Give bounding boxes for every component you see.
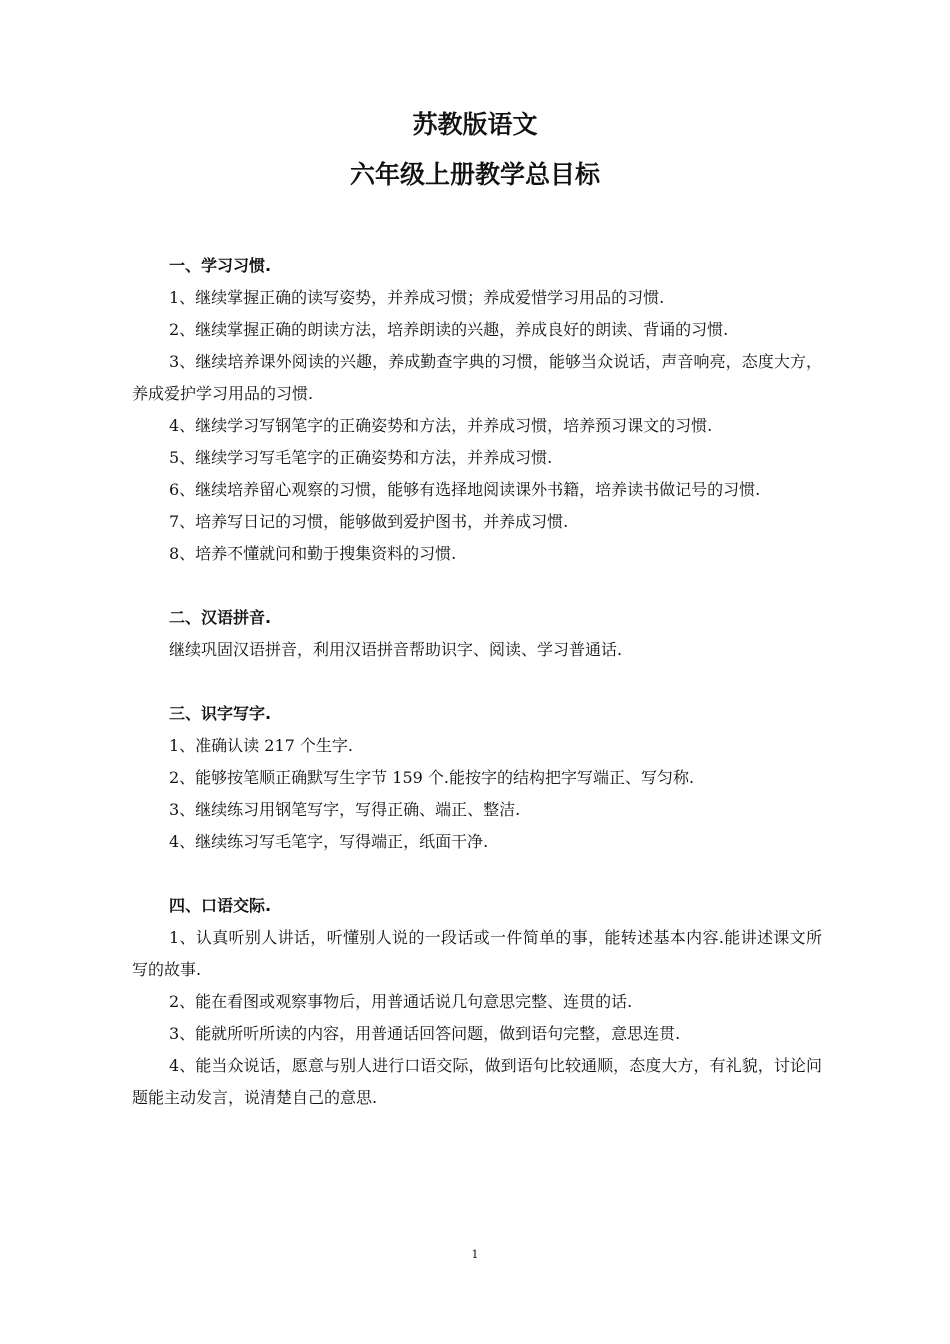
- section-literacy-writing: [132, 698, 822, 858]
- page-number: 1: [471, 1248, 479, 1261]
- section-heading: 一、学习习惯.: [169, 256, 272, 275]
- paragraph: 4、继续学习写钢笔字的正确姿势和方法，并养成习惯，培养预习课文的习惯.: [169, 416, 713, 435]
- document-subtitle: 六年级上册教学总目标: [349, 160, 600, 189]
- paragraph: 继续巩固汉语拼音，利用汉语拼音帮助识字、阅读、学习普通话.: [169, 640, 623, 659]
- paragraph: 3、继续培养课外阅读的兴趣，养成勤查字典的习惯，能够当众说话，声音响亮，态度大方，养成爱护学习用品的习惯.: [132, 352, 822, 403]
- section-heading: 三、识字写字.: [169, 704, 272, 723]
- paragraph: 6、继续培养留心观察的习惯，能够有选择地阅读课外书籍，培养读书做记号的习惯.: [169, 480, 761, 499]
- paragraph: 4、能当众说话，愿意与别人进行口语交际，做到语句比较通顺，态度大方，有礼貌，讨论问题能主动发言，说清楚自己的意思.: [132, 1056, 822, 1107]
- paragraph: 2、能在看图或观察事物后，用普通话说几句意思完整、连贯的话.: [169, 992, 633, 1011]
- paragraph: 3、能就所听所读的内容，用普通话回答问题，做到语句完整，意思连贯.: [169, 1024, 681, 1043]
- paragraph: 2、继续掌握正确的朗读方法，培养朗读的兴趣，养成良好的朗读、背诵的习惯.: [169, 320, 729, 339]
- section-heading: 二、汉语拼音.: [169, 608, 272, 627]
- paragraph: 2、能够按笔顺正确默写生字节 159 个.能按字的结构把字写端正、写匀称.: [169, 768, 695, 787]
- paragraph: 7、培养写日记的习惯，能够做到爱护图书，并养成习惯.: [169, 512, 569, 531]
- paragraph: 3、继续练习用钢笔写字，写得正确、端正、整洁.: [169, 800, 521, 819]
- section-study-habits: [132, 250, 822, 570]
- section-pinyin: [132, 602, 822, 666]
- document-title: 苏教版语文: [412, 110, 538, 139]
- paragraph: 1、认真听别人讲话，听懂别人说的一段话或一件简单的事，能转述基本内容.能讲述课文所写的故事.: [132, 928, 822, 979]
- paragraph: 8、培养不懂就问和勤于搜集资料的习惯.: [169, 544, 457, 563]
- section-oral-communication: [132, 890, 822, 1114]
- paragraph: 1、准确认读 217 个生字.: [169, 736, 353, 755]
- paragraph: 1、继续掌握正确的读写姿势，并养成习惯；养成爱惜学习用品的习惯.: [169, 288, 665, 307]
- paragraph: 5、继续学习写毛笔字的正确姿势和方法，并养成习惯.: [169, 448, 553, 467]
- document-body: [132, 250, 822, 1114]
- section-heading: 四、口语交际.: [169, 896, 272, 915]
- paragraph: 4、继续练习写毛笔字，写得端正，纸面干净.: [169, 832, 489, 851]
